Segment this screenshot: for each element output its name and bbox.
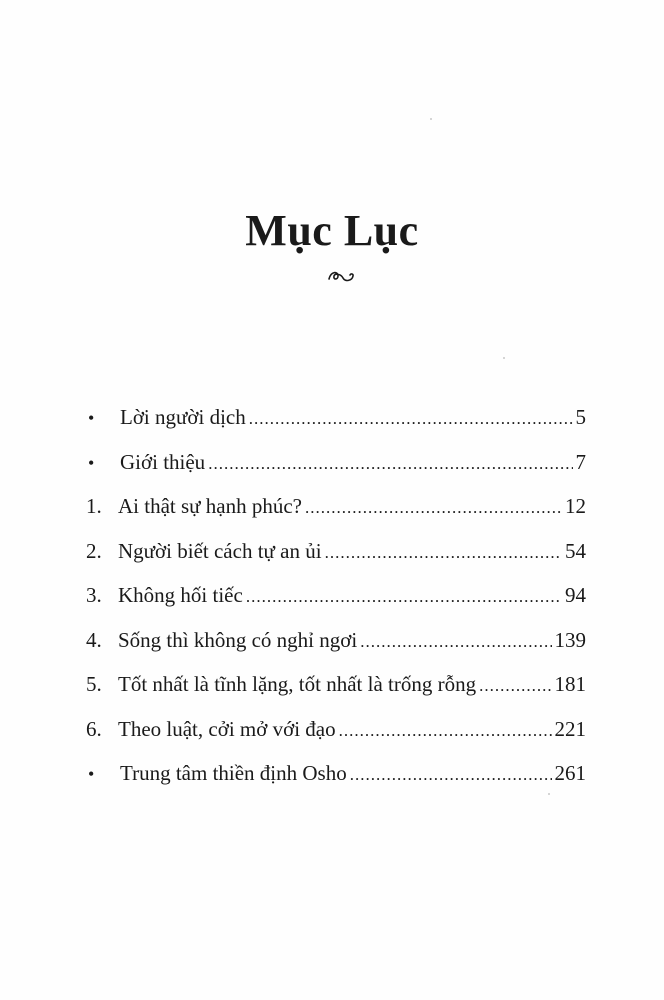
dot-leader [249, 400, 573, 438]
dot-leader [325, 534, 562, 572]
dot-leader [246, 578, 562, 616]
toc-entry-title: Sống thì không có nghỉ ngơi [118, 627, 358, 652]
toc-page-number: 7 [575, 449, 586, 474]
toc-entry[interactable] [86, 443, 586, 488]
toc-page-number: 139 [554, 627, 586, 652]
toc-entry-title: Lời người dịch [120, 405, 246, 429]
toc-page-number: 221 [554, 716, 586, 741]
toc-entry-title: Tốt nhất là tĩnh lặng, tốt nhất là trống rỗng [118, 672, 477, 696]
toc-entry[interactable] [86, 532, 586, 577]
toc-page-number: 5 [575, 405, 586, 429]
toc-entry-title: Theo luật, cởi mở với đạo [118, 716, 336, 741]
toc-marker: 6. [86, 716, 102, 741]
toc-entry[interactable] [86, 754, 586, 799]
toc-entry[interactable] [86, 487, 586, 532]
toc-marker: 4. [86, 627, 102, 652]
toc-page-number: 261 [554, 761, 586, 785]
toc-entry-title: Người biết cách tự an ủi [118, 538, 322, 563]
scroll-flourish-icon [326, 266, 356, 286]
toc-page-number: 94 [565, 583, 586, 607]
toc-entry[interactable] [86, 398, 586, 443]
page-title: Mục Lục [245, 206, 419, 255]
paper-speck [430, 118, 432, 120]
toc-entry-title: Ai thật sự hạnh phúc? [118, 494, 303, 518]
toc-marker: 5. [86, 672, 102, 696]
dot-leader [208, 445, 572, 483]
toc-marker: 2. [86, 538, 102, 563]
dot-leader [360, 623, 551, 661]
dot-leader [305, 489, 562, 527]
dot-leader [479, 667, 551, 705]
toc-entry[interactable] [86, 621, 586, 666]
toc-marker: • [88, 408, 95, 428]
toc-entry-title: Giới thiệu [120, 449, 206, 474]
dot-leader [350, 756, 552, 794]
dot-leader [339, 712, 552, 750]
toc-marker: 1. [86, 494, 102, 518]
toc-entry[interactable] [86, 665, 586, 710]
toc-marker: 3. [86, 583, 102, 607]
toc-entry-title: Trung tâm thiền định Osho [120, 761, 347, 785]
table-of-contents [86, 398, 586, 799]
paper-speck [503, 357, 505, 359]
toc-entry-title: Không hối tiếc [118, 583, 243, 607]
toc-page-number: 54 [565, 538, 586, 563]
toc-page-number: 12 [565, 494, 586, 518]
toc-marker: • [88, 452, 95, 473]
paper-speck [548, 793, 550, 795]
toc-entry[interactable] [86, 576, 586, 621]
toc-marker: • [88, 764, 95, 784]
toc-page-number: 181 [554, 672, 586, 696]
toc-entry[interactable] [86, 710, 586, 755]
